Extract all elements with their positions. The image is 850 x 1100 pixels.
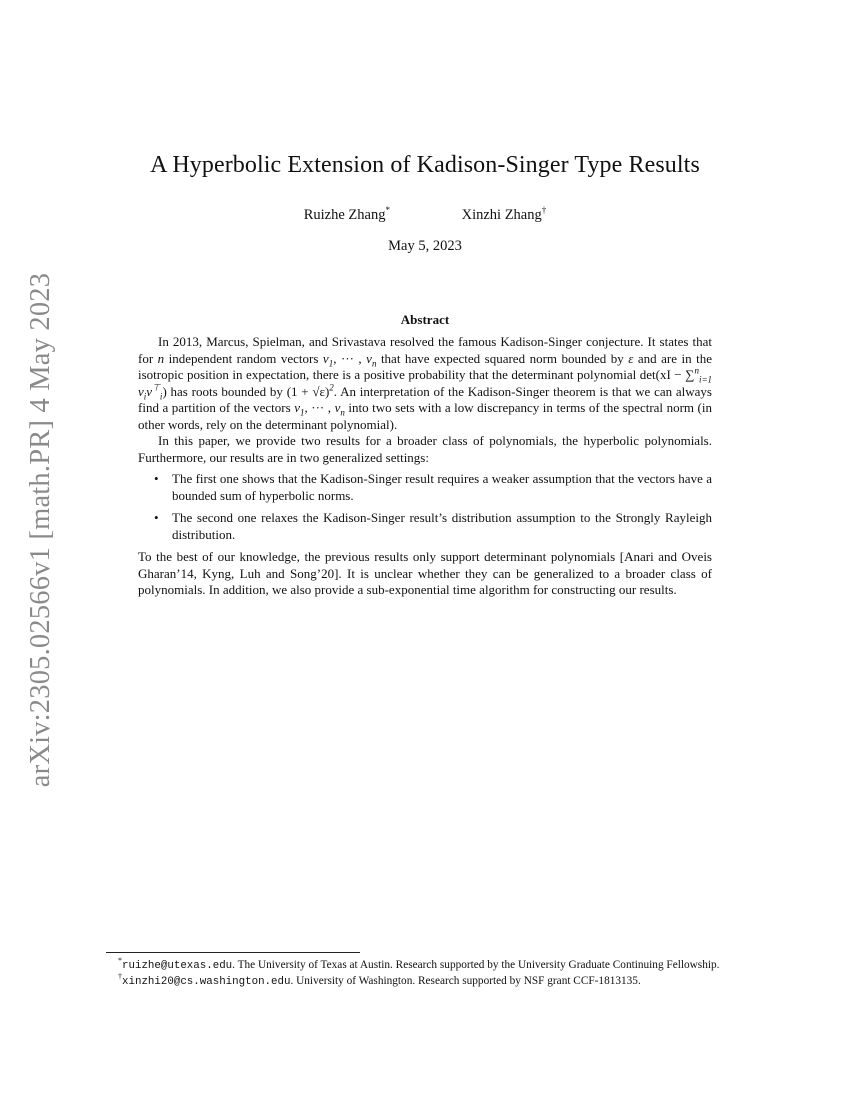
text-segment: independent random vectors	[164, 350, 323, 366]
footnote-divider	[106, 952, 360, 953]
list-item	[154, 471, 712, 504]
abstract-paragraph-2: In this paper, we provide two results for a broader class of polynomials, the hyperbolic polynomials. Furthermore, our results are in two generalized settings:	[138, 433, 712, 465]
author-1-mark: *	[385, 205, 390, 215]
bullet-icon: •	[154, 510, 159, 525]
text-segment: In 2013, Marcus, Spielman, and Srivastava resolved the famous Kadison-Singer conjecture. It states that for	[138, 334, 712, 366]
math-bound: (1 + √ε)	[286, 383, 330, 399]
abstract-paragraph-1	[138, 334, 712, 433]
math-v: v	[334, 400, 341, 415]
math-sup: 2	[329, 382, 334, 393]
arxiv-side-stamp	[19, 272, 63, 788]
math-sub: i	[159, 391, 163, 402]
text-segment: has roots bounded by	[166, 383, 287, 399]
footnote-1	[106, 958, 746, 974]
math-v: v	[322, 350, 329, 366]
footnote-text: . The University of Texas at Austin. Research supported by the University Graduate Continuing Fellowship.	[232, 959, 720, 971]
footnote-mark: †	[118, 972, 122, 982]
math-epsilon: ε	[628, 350, 634, 366]
results-list	[138, 471, 712, 543]
math-v: v	[294, 400, 300, 415]
math-n: n	[157, 350, 165, 366]
math-sub: i=1	[698, 374, 713, 385]
text-segment: . An interpretation of the Kadison-Singer theorem is that we can always find a partition of the vectors	[138, 383, 712, 415]
math-sub: n	[340, 407, 345, 418]
arxiv-identifier: arXiv:2305.02566v1 [math.PR] 4 May 2023	[25, 272, 56, 788]
text-segment: that have expected squared norm bounded by	[376, 350, 629, 366]
abstract-body	[138, 334, 712, 599]
math-root-bound	[287, 384, 334, 399]
author-1	[304, 205, 390, 224]
math-dots: , ··· ,	[304, 400, 335, 415]
math-vector-sequence	[294, 400, 345, 418]
list-item	[154, 510, 712, 543]
math-dots: , ··· ,	[333, 350, 367, 366]
author-2	[462, 205, 547, 224]
footnote-email-link[interactable]: ruizhe@utexas.edu	[122, 960, 233, 972]
author-list	[0, 205, 850, 224]
footnote-2	[106, 974, 746, 990]
author-2-name: Xinzhi Zhang	[461, 206, 542, 223]
math-vector-sequence	[322, 350, 377, 369]
math-sub: i	[143, 391, 147, 402]
abstract-paragraph-3: To the best of our knowledge, the previous results only support determinant polynomials [Anari and Oveis Gharan’14, Kyng, Luh and Song’20]. It is unclear whether they can be generalized to a broader class of polynomials. In addition, we also provide a sub-exponential time algorithm for constructing our results.	[138, 549, 712, 597]
paper-title: A Hyperbolic Extension of Kadison-Singer Type Results	[150, 152, 700, 178]
math-v: v	[138, 383, 144, 399]
footnote-mark: *	[118, 956, 122, 966]
author-2-mark: †	[541, 205, 547, 215]
text-segment: and are in the isotropic position in expectation, there is a positive probability that the determinant polynomial	[138, 350, 712, 382]
text-segment: into two sets with a low discrepancy in terms of the spectral norm (in other words, rely on the determinant polynomial).	[138, 400, 712, 432]
footnote-text: . University of Washington. Research supported by NSF grant CCF-1813135.	[290, 975, 641, 987]
math-sub: n	[371, 358, 377, 369]
math-paren: )	[162, 383, 167, 399]
math-det: det(xI − ∑	[639, 367, 695, 382]
list-item-text: The first one shows that the Kadison-Singer result requires a weaker assumption that the vectors have a bounded sum of hyperbolic norms.	[172, 471, 712, 503]
bullet-icon: •	[154, 471, 159, 486]
paper-date: May 5, 2023	[388, 238, 462, 254]
math-v: v	[146, 383, 153, 399]
footnote-email-link[interactable]: xinzhi20@cs.washington.edu	[122, 976, 291, 988]
author-1-name: Ruizhe Zhang	[303, 206, 386, 223]
list-item-text: The second one relaxes the Kadison-Singer result’s distribution assumption to the Strongly Rayleigh distribution.	[172, 510, 712, 542]
math-sub: 1	[328, 358, 334, 369]
abstract-heading: Abstract	[400, 312, 450, 327]
math-sub: 1	[299, 407, 305, 418]
math-sup: n	[694, 365, 699, 376]
math-sup: ⊤	[152, 382, 160, 393]
math-v: v	[366, 350, 372, 366]
footnotes	[106, 958, 746, 990]
